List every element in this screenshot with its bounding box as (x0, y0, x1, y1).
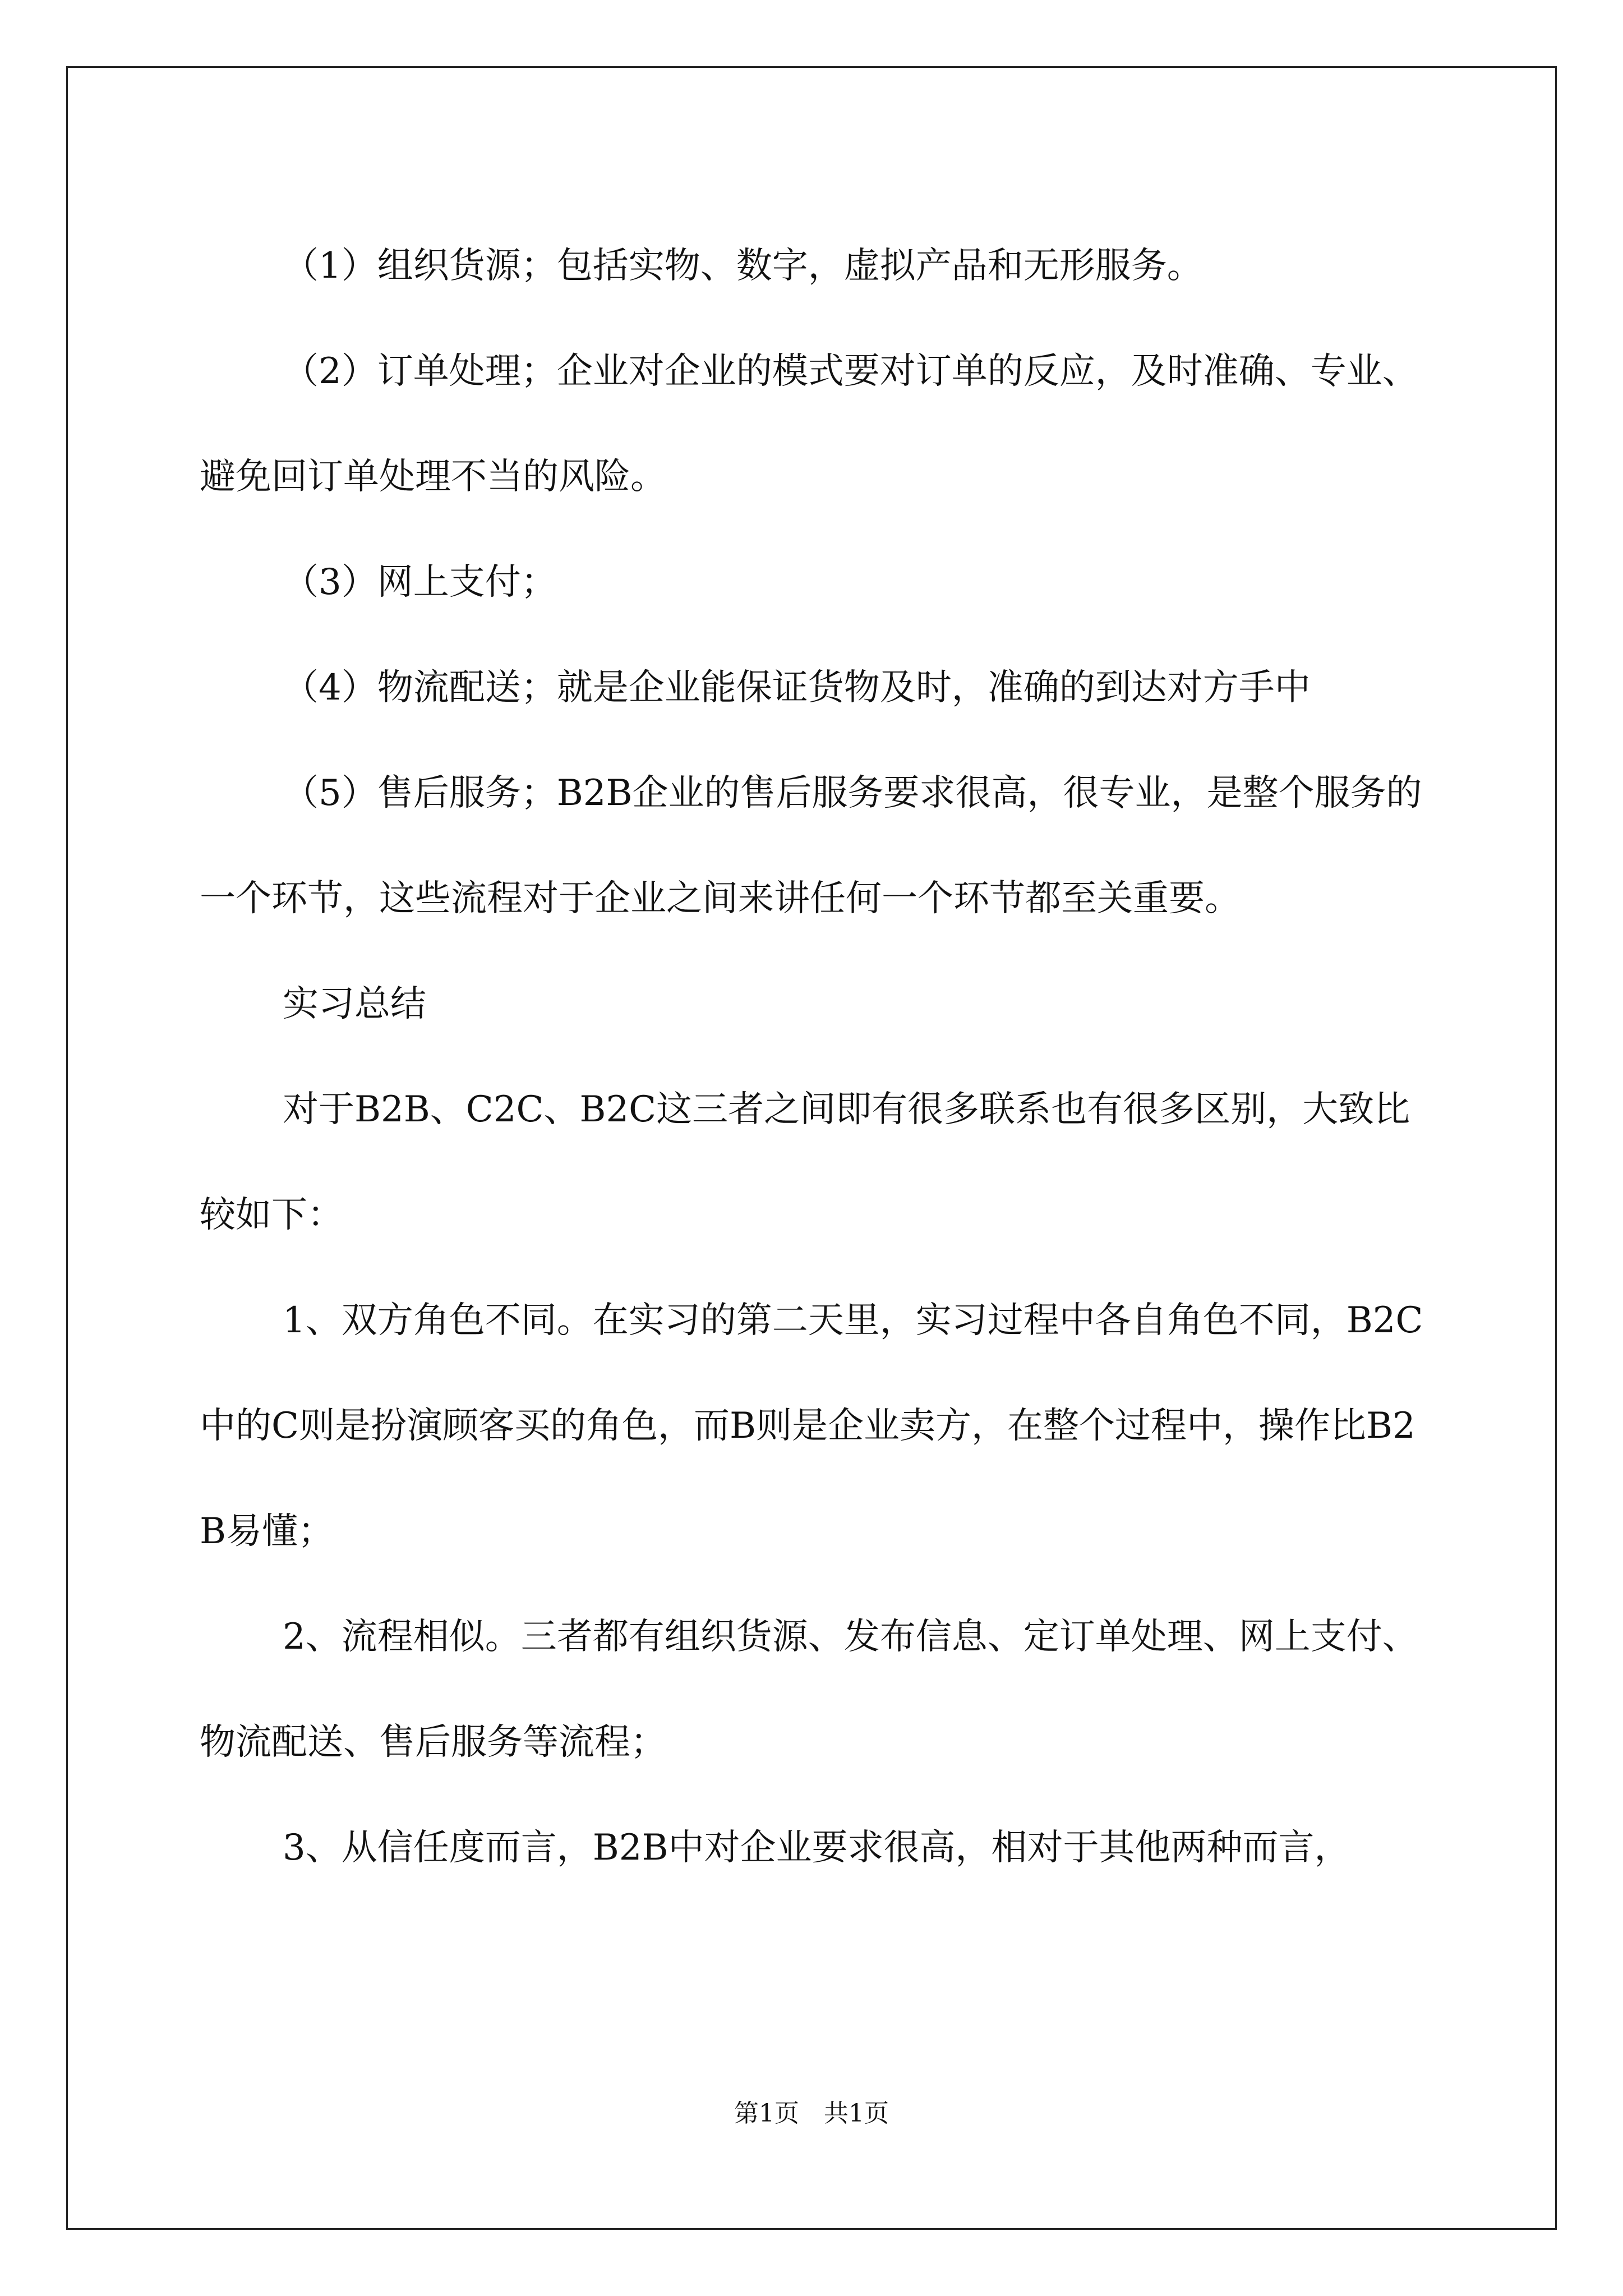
paragraph-item-3: （3）网上支付； (283, 562, 557, 603)
paragraph-item-5: （5）售后服务；B2B企业的售后服务要求很高，很专业，是整个服务的一个环节，这些流程对于企业之间来讲任何一个环节都至关重要。 (200, 772, 1422, 919)
paragraph-item-2: （2）订单处理；企业对企业的模式要对订单的反应，及时准确、专业、避免回订单处理不当的风险。 (200, 351, 1418, 498)
paragraph-comparison-intro: 对于B2B、C2C、B2C这三者之间即有很多联系也有很多区别，大致比较如下： (200, 1089, 1410, 1236)
paragraph-point-1: 1、双方角色不同。在实习的第二天里，实习过程中各自角色不同，B2C中的C则是扮演顾客买的角色，而B则是企业卖方，在整个过程中，操作比B2B易懂； (200, 1300, 1423, 1552)
page-number-footer: 第1页 共1页 (734, 2099, 889, 2128)
paragraph-point-2: 2、流程相似。三者都有组织货源、发布信息、定订单处理、网上支付、物流配送、售后服务等流程； (200, 1616, 1418, 1763)
paragraph-point-3: 3、从信任度而言，B2B中对企业要求很高，相对于其他两种而言， (283, 1827, 1350, 1869)
section-heading-summary: 实习总结 (283, 983, 426, 1025)
paragraph-item-4: （4）物流配送；就是企业能保证货物及时，准确的到达对方手中 (283, 667, 1311, 708)
paragraph-item-1: （1）组织货源；包括实物、数字，虚拟产品和无形服务。 (283, 245, 1203, 287)
document-body (200, 213, 1433, 1901)
